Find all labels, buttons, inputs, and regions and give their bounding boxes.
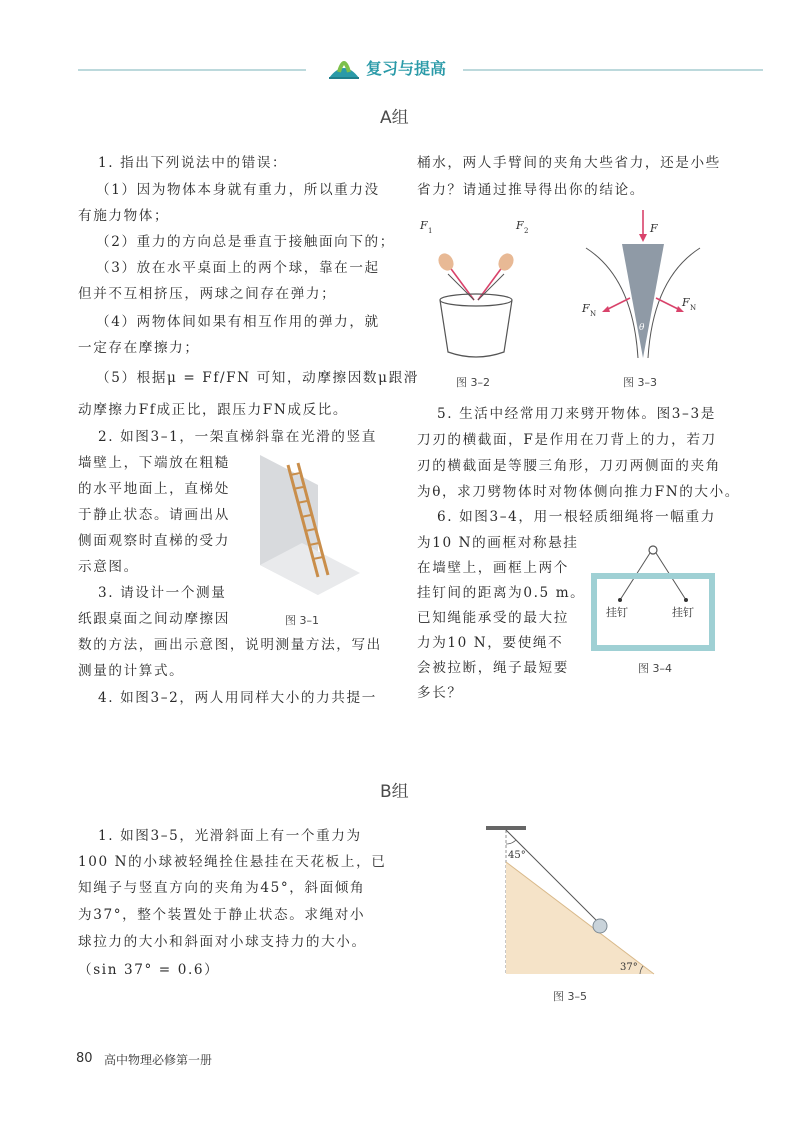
text-line: （3）放在水平桌面上的两个球，靠在一起 [96, 260, 380, 276]
nail-left-label: 挂钉 [606, 606, 628, 619]
text-line: 力为10 N，要使绳不 [417, 635, 564, 651]
figure-3-5-caption: 图 3–5 [553, 990, 587, 1003]
figure-3-3-caption: 图 3–3 [623, 376, 657, 389]
figure-3-3-blade [578, 208, 708, 368]
text-line: 为37°，整个装置处于静止状态。求绳对小 [78, 907, 366, 923]
text-line: 纸跟桌面之间动摩擦因 [78, 611, 230, 627]
text-line: 4. 如图3–2，两人用同样大小的力共提一 [98, 690, 377, 706]
text-line: 多长？ [417, 685, 463, 701]
angle-37-label: 37° [620, 962, 638, 973]
figure-3-1-ladder [248, 445, 364, 605]
text-line: 刀刃的横截面，F是作用在刀背上的力，若刀 [417, 432, 717, 448]
text-line: （4）两物体间如果有相互作用的弹力，就 [96, 314, 380, 330]
group-b-title: B组 [380, 782, 409, 802]
text-line: 动摩擦力Ff成正比，跟压力FN成反比。 [78, 402, 349, 418]
header-rule-left [78, 69, 306, 71]
text-line: 2. 如图3–1，一架直梯斜靠在光滑的竖直 [98, 429, 377, 445]
text-line: 1. 如图3–5，光滑斜面上有一个重力为 [98, 828, 362, 844]
text-line: 知绳子与竖直方向的夹角为45°，斜面倾角 [78, 880, 366, 896]
text-line: （5）根据μ = Ff/FN 可知，动摩擦因数μ跟滑 [96, 370, 419, 386]
angle-45-label: 45° [508, 850, 526, 861]
fn-right-label: F [682, 296, 690, 309]
text-line: 为θ，求刀劈物体时对物体侧向推力FN的大小。 [417, 484, 740, 500]
text-line: 数的方法，画出示意图，说明测量方法，写出 [78, 637, 382, 653]
f2-label: F [516, 219, 524, 232]
text-line: 测量的计算式。 [78, 663, 185, 679]
text-line: （2）重力的方向总是垂直于接触面向下的； [96, 234, 395, 250]
text-line: 但并不互相挤压，两球之间存在弹力； [78, 286, 337, 302]
text-line: 在墙壁上，画框上两个 [417, 560, 569, 576]
text-line: 省力？请通过推导得出你的结论。 [417, 182, 645, 198]
figure-3-1-caption: 图 3–1 [285, 614, 319, 627]
figure-3-5-incline [480, 822, 664, 982]
f1-sub: 1 [428, 227, 433, 235]
text-line: 球拉力的大小和斜面对小球支持力的大小。 [78, 934, 367, 950]
f2-sub: 2 [524, 227, 529, 235]
text-line: 示意图。 [78, 559, 139, 575]
text-line: 会被拉断，绳子最短要 [417, 660, 569, 676]
figure-3-4-caption: 图 3–4 [638, 662, 672, 675]
figure-3-2-bucket [412, 212, 542, 370]
text-line: 挂钉间的距离为0.5 m。 [417, 585, 586, 601]
text-line: 为10 N的画框对称悬挂 [417, 535, 579, 551]
figure-3-4-frame [590, 540, 718, 656]
text-line: 1. 指出下列说法中的错误： [98, 155, 288, 171]
fn-left-sub: N [590, 310, 597, 318]
text-line: 刃的横截面是等腰三角形，刀刃两侧面的夹角 [417, 458, 721, 474]
nail-right-label: 挂钉 [672, 606, 694, 619]
text-line: 的水平地面上，直梯处 [78, 481, 230, 497]
fn-right-sub: N [690, 304, 697, 312]
book-title: 高中物理必修第一册 [104, 1053, 213, 1067]
text-line: 100 N的小球被轻绳拴住悬挂在天花板上，已 [78, 854, 387, 870]
group-a-title: A组 [380, 108, 409, 128]
page-number: 80 [76, 1051, 93, 1066]
figure-3-2-caption: 图 3–2 [456, 376, 490, 389]
text-line: （sin 37° = 0.6） [78, 962, 220, 978]
text-line: 于静止状态。请画出从 [78, 507, 230, 523]
text-line: 墙壁上，下端放在粗糙 [78, 455, 230, 471]
section-title: 复习与提高 [366, 59, 447, 78]
text-line: 一定存在摩擦力； [78, 340, 200, 356]
text-line: 已知绳能承受的最大拉 [417, 610, 569, 626]
theta-label: θ [639, 323, 645, 333]
text-line: （1）因为物体本身就有重力，所以重力没 [96, 182, 380, 198]
text-line: 桶水，两人手臂间的夹角大些省力，还是小些 [417, 155, 721, 171]
text-line: 5. 生活中经常用刀来劈开物体。图3–3是 [437, 406, 716, 422]
text-line: 有施力物体； [78, 208, 170, 224]
text-line: 3. 请设计一个测量 [98, 585, 227, 601]
text-line: 侧面观察时直梯的受力 [78, 533, 230, 549]
text-line: 6. 如图3–4，用一根轻质细绳将一幅重力 [437, 509, 716, 525]
force-label: F [650, 222, 658, 235]
f1-label: F [420, 219, 428, 232]
header-rule-right [463, 69, 763, 71]
section-logo-icon [325, 52, 363, 82]
fn-left-label: F [582, 302, 590, 315]
